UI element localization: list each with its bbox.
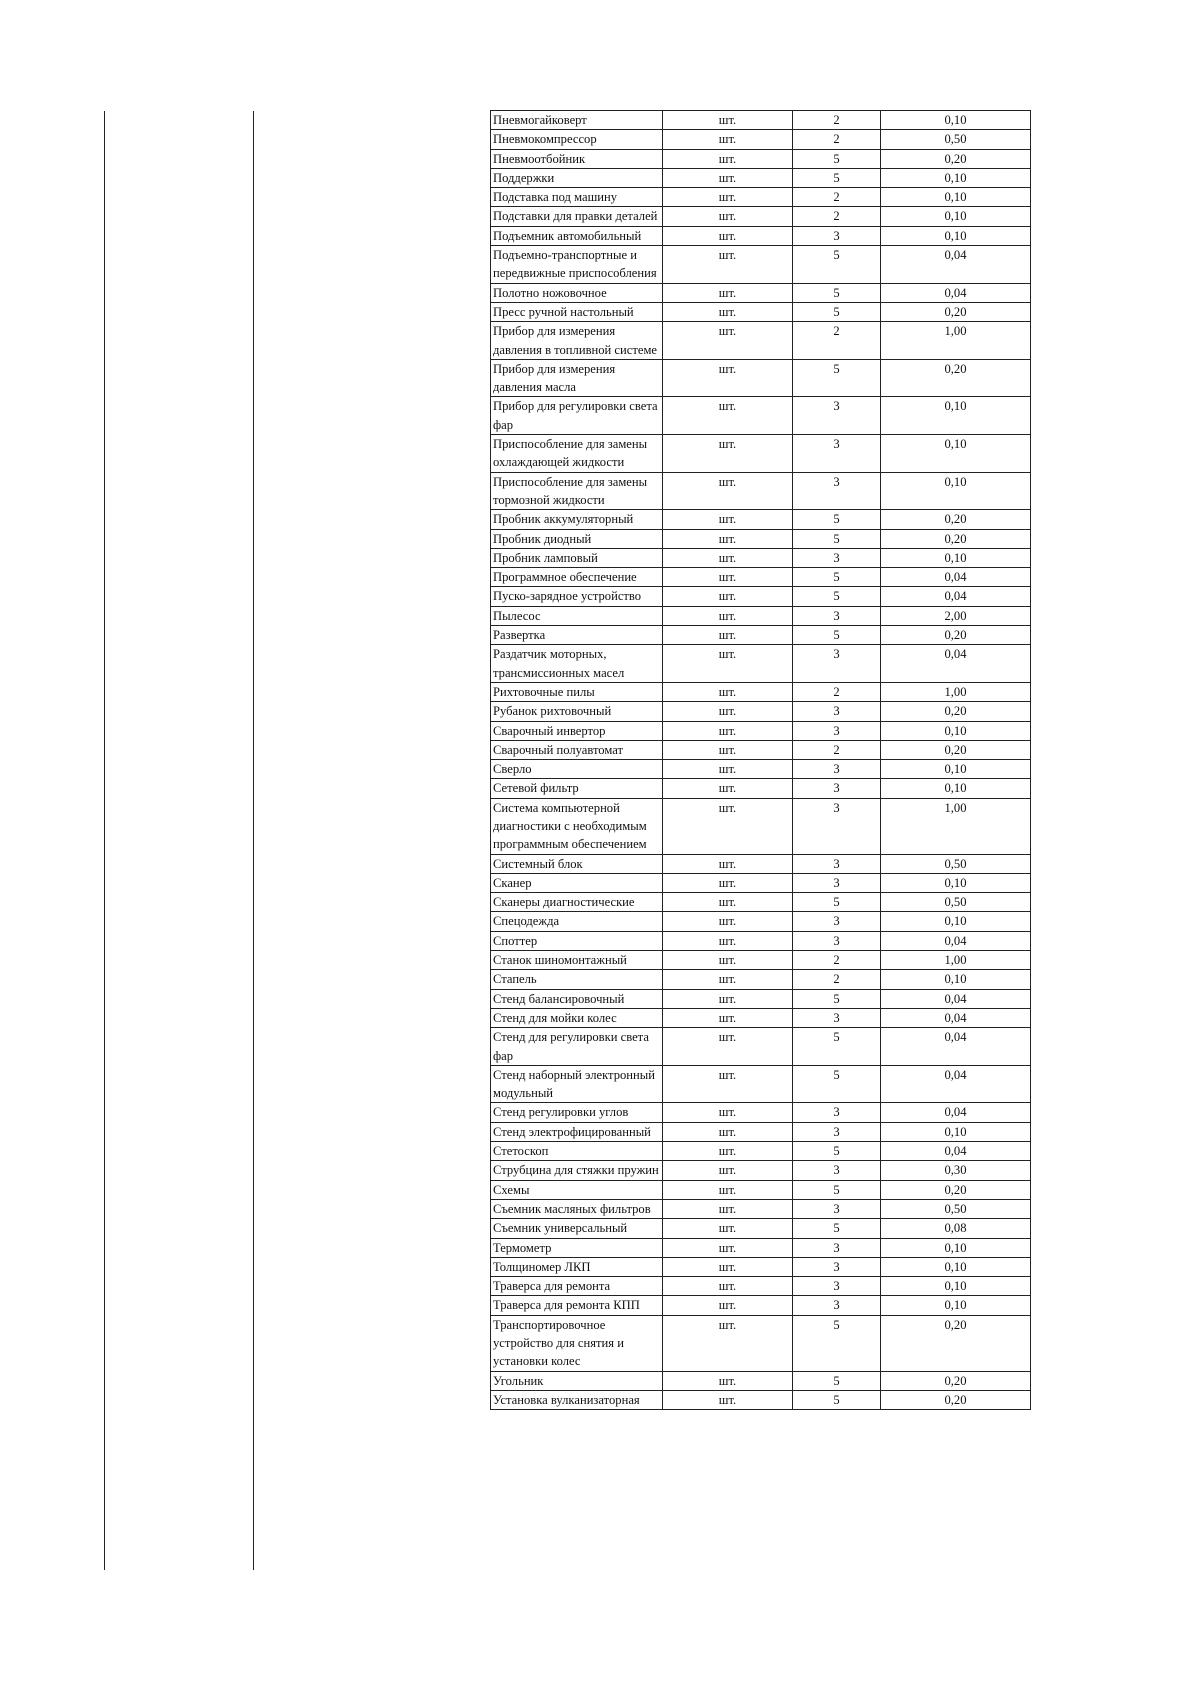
table-row bbox=[491, 970, 1031, 989]
unit-cell: шт. bbox=[663, 1390, 793, 1409]
quantity-cell: 5 bbox=[793, 1065, 881, 1103]
norm-cell: 0,10 bbox=[881, 970, 1031, 989]
norm-cell: 0,50 bbox=[881, 893, 1031, 912]
norm-cell: 0,04 bbox=[881, 645, 1031, 683]
quantity-cell: 3 bbox=[793, 1257, 881, 1276]
unit-cell: шт. bbox=[663, 359, 793, 397]
table-row bbox=[491, 1122, 1031, 1141]
table-row bbox=[491, 740, 1031, 759]
quantity-cell: 3 bbox=[793, 435, 881, 473]
norm-cell: 0,04 bbox=[881, 989, 1031, 1008]
table-row bbox=[491, 397, 1031, 435]
norm-cell: 0,10 bbox=[881, 1277, 1031, 1296]
table-row bbox=[491, 854, 1031, 873]
table-row bbox=[491, 721, 1031, 740]
equipment-name-cell: Полотно ножовочное bbox=[491, 283, 663, 302]
quantity-cell: 3 bbox=[793, 760, 881, 779]
equipment-name-cell: Сканеры диагностические bbox=[491, 893, 663, 912]
table-row bbox=[491, 912, 1031, 931]
quantity-cell: 5 bbox=[793, 626, 881, 645]
table-row bbox=[491, 149, 1031, 168]
norm-cell: 0,08 bbox=[881, 1219, 1031, 1238]
unit-cell: шт. bbox=[663, 1199, 793, 1218]
quantity-cell: 3 bbox=[793, 1277, 881, 1296]
norm-cell: 0,10 bbox=[881, 548, 1031, 567]
quantity-cell: 3 bbox=[793, 873, 881, 892]
table-row bbox=[491, 1161, 1031, 1180]
norm-cell: 0,20 bbox=[881, 510, 1031, 529]
quantity-cell: 3 bbox=[793, 779, 881, 798]
equipment-name-cell: Стенд балансировочный bbox=[491, 989, 663, 1008]
table-row bbox=[491, 1238, 1031, 1257]
unit-cell: шт. bbox=[663, 1277, 793, 1296]
quantity-cell: 5 bbox=[793, 1219, 881, 1238]
norm-cell: 0,10 bbox=[881, 912, 1031, 931]
unit-cell: шт. bbox=[663, 1371, 793, 1390]
equipment-name-cell: Стенд наборный электронный модульный bbox=[491, 1065, 663, 1103]
equipment-name-cell: Траверса для ремонта КПП bbox=[491, 1296, 663, 1315]
table-row bbox=[491, 779, 1031, 798]
unit-cell: шт. bbox=[663, 873, 793, 892]
left-column-border bbox=[104, 111, 105, 1570]
equipment-name-cell: Пневмогайковерт bbox=[491, 111, 663, 130]
unit-cell: шт. bbox=[663, 760, 793, 779]
table-row bbox=[491, 1199, 1031, 1218]
quantity-cell: 3 bbox=[793, 1161, 881, 1180]
quantity-cell: 5 bbox=[793, 359, 881, 397]
norm-cell: 0,50 bbox=[881, 1199, 1031, 1218]
norm-cell: 0,20 bbox=[881, 302, 1031, 321]
equipment-name-cell: Программное обеспечение bbox=[491, 568, 663, 587]
quantity-cell: 3 bbox=[793, 1296, 881, 1315]
table-row bbox=[491, 1180, 1031, 1199]
quantity-cell: 3 bbox=[793, 645, 881, 683]
norm-cell: 0,50 bbox=[881, 854, 1031, 873]
table-row bbox=[491, 168, 1031, 187]
equipment-name-cell: Рубанок рихтовочный bbox=[491, 702, 663, 721]
table-row bbox=[491, 587, 1031, 606]
quantity-cell: 5 bbox=[793, 1028, 881, 1066]
table-row bbox=[491, 1008, 1031, 1027]
quantity-cell: 3 bbox=[793, 397, 881, 435]
unit-cell: шт. bbox=[663, 893, 793, 912]
table-row bbox=[491, 130, 1031, 149]
norm-cell: 0,04 bbox=[881, 1065, 1031, 1103]
quantity-cell: 5 bbox=[793, 893, 881, 912]
norm-cell: 0,10 bbox=[881, 1296, 1031, 1315]
quantity-cell: 3 bbox=[793, 854, 881, 873]
norm-cell: 0,20 bbox=[881, 740, 1031, 759]
table-row bbox=[491, 529, 1031, 548]
norm-cell: 0,20 bbox=[881, 1371, 1031, 1390]
unit-cell: шт. bbox=[663, 1103, 793, 1122]
norm-cell: 2,00 bbox=[881, 606, 1031, 625]
norm-cell: 0,04 bbox=[881, 568, 1031, 587]
norm-cell: 0,30 bbox=[881, 1161, 1031, 1180]
equipment-name-cell: Сетевой фильтр bbox=[491, 779, 663, 798]
norm-cell: 0,20 bbox=[881, 1315, 1031, 1371]
norm-cell: 0,04 bbox=[881, 1008, 1031, 1027]
norm-cell: 0,04 bbox=[881, 1028, 1031, 1066]
equipment-name-cell: Пробник ламповый bbox=[491, 548, 663, 567]
quantity-cell: 3 bbox=[793, 472, 881, 510]
quantity-cell: 5 bbox=[793, 168, 881, 187]
quantity-cell: 2 bbox=[793, 970, 881, 989]
equipment-name-cell: Прибор для регулировки света фар bbox=[491, 397, 663, 435]
norm-cell: 0,10 bbox=[881, 1257, 1031, 1276]
unit-cell: шт. bbox=[663, 1142, 793, 1161]
table-row bbox=[491, 188, 1031, 207]
table-row bbox=[491, 510, 1031, 529]
table-row bbox=[491, 1277, 1031, 1296]
norm-cell: 0,10 bbox=[881, 226, 1031, 245]
table-row bbox=[491, 951, 1031, 970]
unit-cell: шт. bbox=[663, 1161, 793, 1180]
quantity-cell: 3 bbox=[793, 1199, 881, 1218]
table-row bbox=[491, 1103, 1031, 1122]
norm-cell: 0,20 bbox=[881, 149, 1031, 168]
norm-cell: 1,00 bbox=[881, 322, 1031, 360]
quantity-cell: 3 bbox=[793, 1122, 881, 1141]
equipment-name-cell: Съемник универсальный bbox=[491, 1219, 663, 1238]
equipment-name-cell: Споттер bbox=[491, 931, 663, 950]
equipment-name-cell: Раздатчик моторных, трансмиссионных масел bbox=[491, 645, 663, 683]
quantity-cell: 5 bbox=[793, 1371, 881, 1390]
table-row bbox=[491, 645, 1031, 683]
equipment-name-cell: Приспособление для замены тормозной жидкости bbox=[491, 472, 663, 510]
norm-cell: 0,10 bbox=[881, 397, 1031, 435]
table-row bbox=[491, 760, 1031, 779]
unit-cell: шт. bbox=[663, 779, 793, 798]
norm-cell: 0,04 bbox=[881, 246, 1031, 284]
unit-cell: шт. bbox=[663, 568, 793, 587]
norm-cell: 0,10 bbox=[881, 435, 1031, 473]
unit-cell: шт. bbox=[663, 970, 793, 989]
quantity-cell: 5 bbox=[793, 1390, 881, 1409]
table-row bbox=[491, 302, 1031, 321]
table-row bbox=[491, 322, 1031, 360]
equipment-name-cell: Прибор для измерения давления в топливной системе bbox=[491, 322, 663, 360]
unit-cell: шт. bbox=[663, 912, 793, 931]
table-row bbox=[491, 1296, 1031, 1315]
quantity-cell: 2 bbox=[793, 207, 881, 226]
equipment-name-cell: Пылесос bbox=[491, 606, 663, 625]
table-row bbox=[491, 702, 1031, 721]
unit-cell: шт. bbox=[663, 606, 793, 625]
norm-cell: 1,00 bbox=[881, 682, 1031, 701]
norm-cell: 0,20 bbox=[881, 529, 1031, 548]
unit-cell: шт. bbox=[663, 1028, 793, 1066]
quantity-cell: 2 bbox=[793, 682, 881, 701]
unit-cell: шт. bbox=[663, 472, 793, 510]
unit-cell: шт. bbox=[663, 1180, 793, 1199]
quantity-cell: 5 bbox=[793, 302, 881, 321]
unit-cell: шт. bbox=[663, 529, 793, 548]
unit-cell: шт. bbox=[663, 322, 793, 360]
unit-cell: шт. bbox=[663, 510, 793, 529]
unit-cell: шт. bbox=[663, 645, 793, 683]
quantity-cell: 5 bbox=[793, 989, 881, 1008]
equipment-name-cell: Пресс ручной настольный bbox=[491, 302, 663, 321]
norm-cell: 0,04 bbox=[881, 283, 1031, 302]
equipment-name-cell: Спецодежда bbox=[491, 912, 663, 931]
equipment-name-cell: Стапель bbox=[491, 970, 663, 989]
unit-cell: шт. bbox=[663, 798, 793, 854]
table-row bbox=[491, 435, 1031, 473]
quantity-cell: 3 bbox=[793, 912, 881, 931]
equipment-name-cell: Подставки для правки деталей bbox=[491, 207, 663, 226]
unit-cell: шт. bbox=[663, 246, 793, 284]
equipment-table-body bbox=[491, 111, 1031, 1410]
unit-cell: шт. bbox=[663, 1315, 793, 1371]
equipment-name-cell: Приспособление для замены охлаждающей жидкости bbox=[491, 435, 663, 473]
unit-cell: шт. bbox=[663, 302, 793, 321]
equipment-name-cell: Подъемник автомобильный bbox=[491, 226, 663, 245]
equipment-name-cell: Стенд электрофицированный bbox=[491, 1122, 663, 1141]
quantity-cell: 3 bbox=[793, 931, 881, 950]
table-row bbox=[491, 246, 1031, 284]
table-row bbox=[491, 931, 1031, 950]
table-row bbox=[491, 626, 1031, 645]
table-row bbox=[491, 111, 1031, 130]
table-row bbox=[491, 1065, 1031, 1103]
unit-cell: шт. bbox=[663, 188, 793, 207]
table-row bbox=[491, 893, 1031, 912]
unit-cell: шт. bbox=[663, 130, 793, 149]
equipment-name-cell: Система компьютерной диагностики с необходимым программным обеспечением bbox=[491, 798, 663, 854]
equipment-name-cell: Стенд регулировки углов bbox=[491, 1103, 663, 1122]
equipment-name-cell: Пробник диодный bbox=[491, 529, 663, 548]
unit-cell: шт. bbox=[663, 149, 793, 168]
quantity-cell: 5 bbox=[793, 568, 881, 587]
unit-cell: шт. bbox=[663, 626, 793, 645]
unit-cell: шт. bbox=[663, 1122, 793, 1141]
quantity-cell: 3 bbox=[793, 1103, 881, 1122]
equipment-name-cell: Сварочный полуавтомат bbox=[491, 740, 663, 759]
quantity-cell: 3 bbox=[793, 226, 881, 245]
quantity-cell: 3 bbox=[793, 1238, 881, 1257]
unit-cell: шт. bbox=[663, 1008, 793, 1027]
table-row bbox=[491, 283, 1031, 302]
equipment-name-cell: Схемы bbox=[491, 1180, 663, 1199]
norm-cell: 0,10 bbox=[881, 1238, 1031, 1257]
equipment-name-cell: Прибор для измерения давления масла bbox=[491, 359, 663, 397]
norm-cell: 0,10 bbox=[881, 779, 1031, 798]
norm-cell: 0,20 bbox=[881, 626, 1031, 645]
quantity-cell: 5 bbox=[793, 149, 881, 168]
quantity-cell: 2 bbox=[793, 130, 881, 149]
table-row bbox=[491, 226, 1031, 245]
equipment-table bbox=[490, 110, 1031, 1410]
norm-cell: 0,20 bbox=[881, 1180, 1031, 1199]
equipment-name-cell: Угольник bbox=[491, 1371, 663, 1390]
equipment-name-cell: Термометр bbox=[491, 1238, 663, 1257]
table-row bbox=[491, 989, 1031, 1008]
unit-cell: шт. bbox=[663, 1296, 793, 1315]
equipment-name-cell: Сверло bbox=[491, 760, 663, 779]
quantity-cell: 3 bbox=[793, 702, 881, 721]
unit-cell: шт. bbox=[663, 1238, 793, 1257]
equipment-name-cell: Рихтовочные пилы bbox=[491, 682, 663, 701]
unit-cell: шт. bbox=[663, 226, 793, 245]
table-row bbox=[491, 798, 1031, 854]
unit-cell: шт. bbox=[663, 1219, 793, 1238]
quantity-cell: 2 bbox=[793, 111, 881, 130]
quantity-cell: 3 bbox=[793, 721, 881, 740]
equipment-name-cell: Станок шиномонтажный bbox=[491, 951, 663, 970]
equipment-name-cell: Пуско-зарядное устройство bbox=[491, 587, 663, 606]
equipment-name-cell: Толщиномер ЛКП bbox=[491, 1257, 663, 1276]
norm-cell: 0,10 bbox=[881, 207, 1031, 226]
quantity-cell: 3 bbox=[793, 1008, 881, 1027]
table-row bbox=[491, 207, 1031, 226]
unit-cell: шт. bbox=[663, 548, 793, 567]
quantity-cell: 2 bbox=[793, 188, 881, 207]
unit-cell: шт. bbox=[663, 168, 793, 187]
equipment-name-cell: Траверса для ремонта bbox=[491, 1277, 663, 1296]
table-row bbox=[491, 1390, 1031, 1409]
quantity-cell: 2 bbox=[793, 951, 881, 970]
norm-cell: 0,04 bbox=[881, 931, 1031, 950]
norm-cell: 0,50 bbox=[881, 130, 1031, 149]
quantity-cell: 5 bbox=[793, 1142, 881, 1161]
unit-cell: шт. bbox=[663, 111, 793, 130]
quantity-cell: 5 bbox=[793, 1180, 881, 1199]
equipment-name-cell: Пневмокомпрессор bbox=[491, 130, 663, 149]
equipment-name-cell: Сканер bbox=[491, 873, 663, 892]
table-row bbox=[491, 359, 1031, 397]
quantity-cell: 5 bbox=[793, 510, 881, 529]
unit-cell: шт. bbox=[663, 740, 793, 759]
unit-cell: шт. bbox=[663, 435, 793, 473]
table-row bbox=[491, 472, 1031, 510]
table-row bbox=[491, 568, 1031, 587]
norm-cell: 0,10 bbox=[881, 721, 1031, 740]
unit-cell: шт. bbox=[663, 1065, 793, 1103]
norm-cell: 0,04 bbox=[881, 1142, 1031, 1161]
norm-cell: 0,10 bbox=[881, 188, 1031, 207]
norm-cell: 0,20 bbox=[881, 702, 1031, 721]
equipment-name-cell: Стетоскоп bbox=[491, 1142, 663, 1161]
equipment-name-cell: Подставка под машину bbox=[491, 188, 663, 207]
equipment-name-cell: Установка вулканизаторная bbox=[491, 1390, 663, 1409]
quantity-cell: 5 bbox=[793, 283, 881, 302]
equipment-name-cell: Струбцина для стяжки пружин bbox=[491, 1161, 663, 1180]
unit-cell: шт. bbox=[663, 931, 793, 950]
table-row bbox=[491, 1371, 1031, 1390]
norm-cell: 0,10 bbox=[881, 1122, 1031, 1141]
equipment-name-cell: Развертка bbox=[491, 626, 663, 645]
table-row bbox=[491, 873, 1031, 892]
table-row bbox=[491, 1142, 1031, 1161]
equipment-name-cell: Транспортировочное устройство для снятия и установки колес bbox=[491, 1315, 663, 1371]
table-row bbox=[491, 1219, 1031, 1238]
equipment-name-cell: Поддержки bbox=[491, 168, 663, 187]
unit-cell: шт. bbox=[663, 397, 793, 435]
table-row bbox=[491, 548, 1031, 567]
quantity-cell: 2 bbox=[793, 322, 881, 360]
quantity-cell: 2 bbox=[793, 740, 881, 759]
equipment-name-cell: Системный блок bbox=[491, 854, 663, 873]
equipment-name-cell: Съемник масляных фильтров bbox=[491, 1199, 663, 1218]
second-column-border bbox=[253, 111, 254, 1570]
unit-cell: шт. bbox=[663, 951, 793, 970]
norm-cell: 0,10 bbox=[881, 111, 1031, 130]
norm-cell: 0,10 bbox=[881, 168, 1031, 187]
norm-cell: 1,00 bbox=[881, 951, 1031, 970]
norm-cell: 0,10 bbox=[881, 472, 1031, 510]
equipment-name-cell: Пневмоотбойник bbox=[491, 149, 663, 168]
quantity-cell: 5 bbox=[793, 529, 881, 548]
quantity-cell: 3 bbox=[793, 798, 881, 854]
norm-cell: 0,10 bbox=[881, 873, 1031, 892]
quantity-cell: 5 bbox=[793, 246, 881, 284]
unit-cell: шт. bbox=[663, 989, 793, 1008]
norm-cell: 0,20 bbox=[881, 1390, 1031, 1409]
unit-cell: шт. bbox=[663, 702, 793, 721]
table-row bbox=[491, 682, 1031, 701]
unit-cell: шт. bbox=[663, 587, 793, 606]
unit-cell: шт. bbox=[663, 682, 793, 701]
equipment-name-cell: Стенд для регулировки света фар bbox=[491, 1028, 663, 1066]
table-row bbox=[491, 1028, 1031, 1066]
quantity-cell: 5 bbox=[793, 587, 881, 606]
table-row bbox=[491, 1257, 1031, 1276]
unit-cell: шт. bbox=[663, 1257, 793, 1276]
unit-cell: шт. bbox=[663, 854, 793, 873]
quantity-cell: 5 bbox=[793, 1315, 881, 1371]
norm-cell: 1,00 bbox=[881, 798, 1031, 854]
table-row bbox=[491, 1315, 1031, 1371]
norm-cell: 0,10 bbox=[881, 760, 1031, 779]
equipment-name-cell: Сварочный инвертор bbox=[491, 721, 663, 740]
norm-cell: 0,04 bbox=[881, 587, 1031, 606]
equipment-name-cell: Стенд для мойки колес bbox=[491, 1008, 663, 1027]
quantity-cell: 3 bbox=[793, 548, 881, 567]
equipment-name-cell: Подъемно-транспортные и передвижные приспособления bbox=[491, 246, 663, 284]
unit-cell: шт. bbox=[663, 721, 793, 740]
table-row bbox=[491, 606, 1031, 625]
norm-cell: 0,04 bbox=[881, 1103, 1031, 1122]
unit-cell: шт. bbox=[663, 207, 793, 226]
norm-cell: 0,20 bbox=[881, 359, 1031, 397]
equipment-name-cell: Пробник аккумуляторный bbox=[491, 510, 663, 529]
quantity-cell: 3 bbox=[793, 606, 881, 625]
unit-cell: шт. bbox=[663, 283, 793, 302]
